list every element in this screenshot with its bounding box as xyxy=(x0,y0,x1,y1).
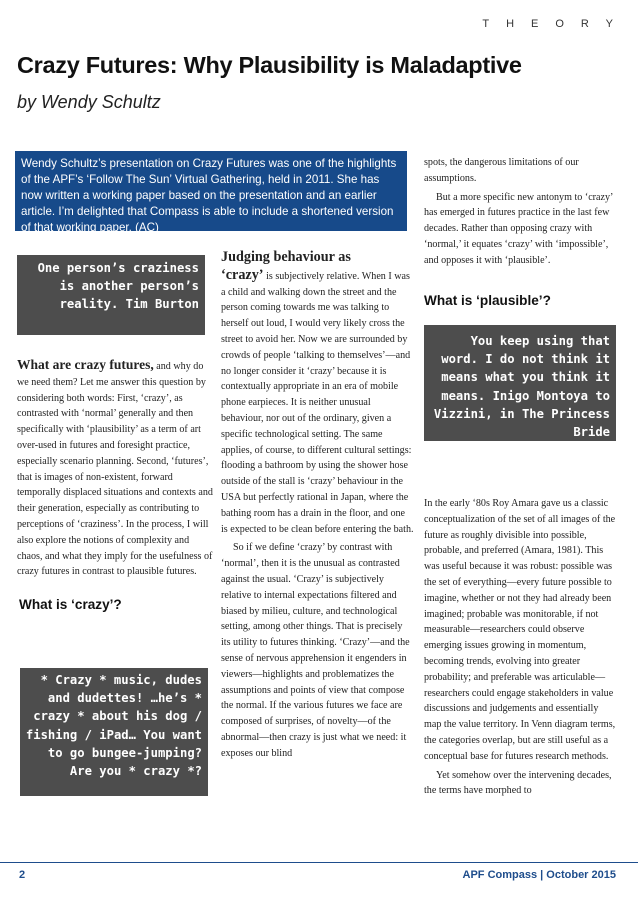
article-title: Crazy Futures: Why Plausibility is Maladaptive xyxy=(17,52,522,78)
column-3-bottom xyxy=(424,496,616,799)
page-number: 2 xyxy=(19,869,26,881)
column-1 xyxy=(17,357,213,580)
pull-quote-crazy: * Crazy * music, dudes and dudettes! …he’s * crazy * about his dog / fishing / iPad… You want to go bungee-jumping? Are you * crazy *? xyxy=(20,668,208,796)
pull-quote-burton: One person’s craziness is another person’s reality. Tim Burton xyxy=(17,255,205,335)
subheading-plausible: What is ‘plausible’? xyxy=(424,293,551,308)
col3-paragraph-2: But a more specific new antonym to ‘crazy’ has emerged in futures practice in the last few decades. Rather than opposing crazy with ‘normal,’ it equates ‘crazy’ with ‘impossible’, and opposes it with ‘plausible’. xyxy=(424,191,613,266)
lead-in: What are crazy futures, xyxy=(17,357,154,372)
footer-publication: APF Compass | October 2015 xyxy=(462,869,616,881)
col2-paragraph-1: is subjectively relative. When I was a child and walking down the street and the person coming towards me was talking to herself out loud, I would very likely cross the street to avoid her. Now we are surrounded by crowds of people ‘talking to themselves’—and no longer consider it ‘crazy’ because it is contextually appropriate in an era of mobile phone earpieces. It is neither unusual behaviour, nor out of the ordinary, given a specific technological setting. The same applies, of course, to different cultural settings: flooding a bathroom by using the shower hose outside of the stall is ‘crazy’ behaviour in the USA but perfectly rational in Japan, where the bathing room has a drain in the floor, and one is expected to be clean before entering the bath. xyxy=(221,270,414,535)
col3-paragraph-4: Yet somehow over the intervening decades, the terms have morphed to xyxy=(424,769,612,797)
column-heading: Judging behaviour as xyxy=(221,249,351,265)
column-2 xyxy=(221,249,414,762)
col1-paragraph: and why do we need them? Let me answer this question by considering both words: First, ‘crazy’, as contrasted with ‘normal’ generally and then specifically with ‘plausibility’ as a term of art over-used in futures and foresight practice, especially scenario planning. Second, ‘futures’, that is images of non-existent, forward temporally displaced situations and contexts and their generation, especially as contributing to perceptions of ‘craziness’. In the process, I will also explore the notions of complexity and chaos, and what they imply for the usefulness of crazy futures in contrast to plausible futures. xyxy=(17,361,213,578)
article-byline: by Wendy Schultz xyxy=(17,92,161,112)
pull-quote-montoya: You keep using that word. I do not think it means what you think it means. Inigo Montoya to Vizzini, in The Princess Bride xyxy=(424,325,616,441)
footer-rule xyxy=(0,862,638,863)
col3-paragraph-3: In the early ‘80s Roy Amara gave us a classic conceptualization of the set of all images of the future as roughly divisible into possible, probable, and preferred (Amara, 1981). This was useful because it was robust: possible was the set of everything—every future possible to imagine, whether or not they had already been imagined; probable was monitorable, if not measurable—researchers could observe emerging issues growing in momentum, becoming trends, evolving into greater probability; and preferable was articulable—researchers could engage stakeholders in value discussions and judgements and essentially map the value territory. In Venn diagram terms, the categories overlap, but are still useful as a conceptual base for futures research methods. xyxy=(424,498,616,762)
intro-box: Wendy Schultz’s presentation on Crazy Futures was one of the highlights of the APF’s ‘Follow The Sun’ Virtual Gathering, held in 2011. She has now written a working paper based on the presentation and an earlier article. I’m delighted that Compass is able to include a shortened version of that working paper. (AC) xyxy=(15,151,407,231)
column-heading-word: ‘crazy’ xyxy=(221,266,264,283)
col3-paragraph-1: spots, the dangerous limitations of our assumptions. xyxy=(424,157,579,184)
subheading-crazy: What is ‘crazy’? xyxy=(19,597,122,612)
column-3-top xyxy=(424,155,616,269)
section-label: THEORY xyxy=(482,18,630,30)
col2-paragraph-2: So if we define ‘crazy’ by contrast with ‘normal’, then it is the unusual as contrasted against the usual. ‘Crazy’ is subjectively relative to internal expectations filtered and biased by milieu, culture, and technological setting, among other things. That is precisely its utility to futures thinking. ‘Crazy’—and the sense of nervous apprehension it engenders in viewers—highlights and problematizes the assumptions and points of view that compose the normal. If the various futures we face are composed of surprises, of novelty—of the abnormal—then crazy is just what we need: it exposes our blind xyxy=(221,542,410,759)
